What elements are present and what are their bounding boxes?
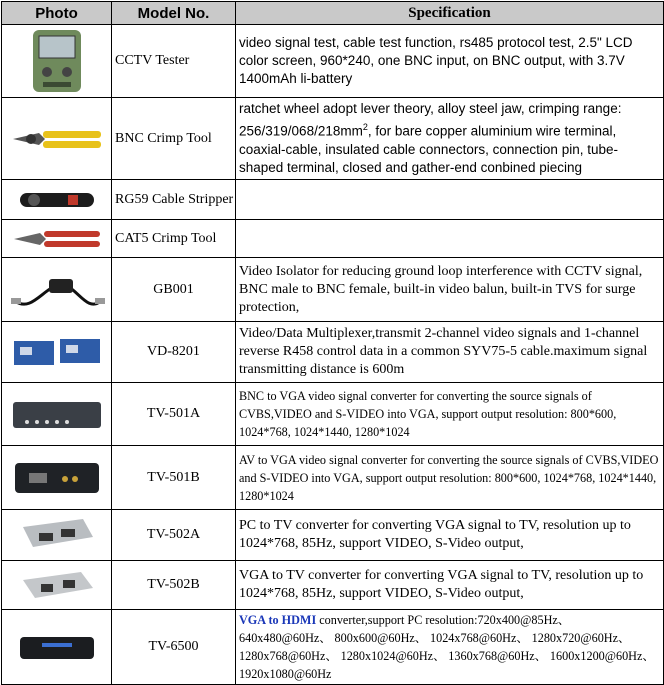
table-row xyxy=(2,561,664,610)
photo-cell xyxy=(2,383,112,446)
photo-cell xyxy=(2,446,112,510)
spec-cell: BNC to VGA video signal converter for converting the source signals of CVBS,VIDEO and S-VIDEO into VGA, support output resolution: 800*600, 1024*768, 1024*1440, 1280*1024 xyxy=(236,383,664,446)
model-cell: TV-6500 xyxy=(112,610,236,685)
highlighted-text: VGA to HDMI xyxy=(239,613,317,627)
photo-cell xyxy=(2,610,112,685)
table-row xyxy=(2,180,664,220)
spec-cell: Video Isolator for reducing ground loop interference with CCTV signal, BNC male to BNC female, built-in video balun, built-in TVS for surge protection, xyxy=(236,258,664,322)
model-cell: GB001 xyxy=(112,258,236,322)
model-cell: TV-502B xyxy=(112,561,236,610)
spec-cell: Video/Data Multiplexer,transmit 2-channel video signals and 1-channel reverse R458 control data in a common SYV75-5 cable.maximum signal transmitting distance is 600m xyxy=(236,322,664,383)
spec-cell: ratchet wheel adopt lever theory, alloy steel jaw, crimping range: $256/319/068/218mm^2$, for bare copper aluminium wire terminal, coaxial-cable, insulated cable connectors, connection pin, tube-shaped terminal, closed and gather-end conbined piecing xyxy=(236,98,664,180)
spec-cell: video signal test, cable test function, rs485 protocol test, 2.5" LCD color screen, 960*240, one BNC input, on BNC output, with 3.7V 1400mAh li-battery xyxy=(236,25,664,98)
table-row xyxy=(2,610,664,685)
model-cell: CAT5 Crimp Tool xyxy=(112,220,236,258)
model-cell: TV-501A xyxy=(112,383,236,446)
table-row xyxy=(2,98,664,180)
photo-cell xyxy=(2,258,112,322)
model-cell: RG59 Cable Stripper xyxy=(112,180,236,220)
spec-cell xyxy=(236,220,664,258)
video-isolator-photo xyxy=(9,265,105,315)
converter-tv501a-photo xyxy=(9,392,105,436)
photo-cell xyxy=(2,561,112,610)
model-cell: CCTV Tester xyxy=(112,25,236,98)
specification-header: Specification xyxy=(236,2,664,25)
table-row xyxy=(2,446,664,510)
model-cell: VD-8201 xyxy=(112,322,236,383)
cctv-tester-photo xyxy=(27,28,87,94)
model-cell: TV-502A xyxy=(112,510,236,561)
header-row xyxy=(2,2,664,25)
product-table xyxy=(1,1,664,685)
photo-cell xyxy=(2,510,112,561)
table-row xyxy=(2,383,664,446)
photo-cell xyxy=(2,220,112,258)
table-row xyxy=(2,25,664,98)
spec-cell xyxy=(236,180,664,220)
model-cell: BNC Crimp Tool xyxy=(112,98,236,180)
converter-tv502a-photo xyxy=(17,513,97,557)
photo-cell xyxy=(2,25,112,98)
superscript: 2 xyxy=(362,122,368,133)
photo-cell xyxy=(2,180,112,220)
photo-cell xyxy=(2,322,112,383)
table-row xyxy=(2,258,664,322)
spec-cell: PC to TV converter for converting VGA signal to TV, resolution up to 1024*768, 85Hz, support VIDEO, S-Video output, xyxy=(236,510,664,561)
bnc-crimp-tool-photo xyxy=(9,119,105,159)
spec-cell: VGA to HDMI converter,support PC resolution:720x400@85Hz、640x480@60Hz、 800x600@60Hz、 1024x768@60Hz、 1280x720@60Hz、 1280x768@60Hz、 1280x1024@60Hz、 1360x768@60Hz、 1600x1200@60Hz、 1920x1080@60Hz xyxy=(236,610,664,685)
model-header: Model No. xyxy=(112,2,236,25)
cat5-crimp-tool-photo xyxy=(10,225,104,253)
spec-cell: AV to VGA video signal converter for converting the source signals of CVBS,VIDEO and S-VIDEO into VGA, support output resolution: 800*600, 1024*768, 1024*1440, 1280*1024 xyxy=(236,446,664,510)
multiplexer-photo xyxy=(8,329,106,375)
photo-cell xyxy=(2,98,112,180)
table-row xyxy=(2,510,664,561)
spec-cell: VGA to TV converter for converting VGA signal to TV, resolution up to 1024*768, 85Hz, support VIDEO, S-Video output, xyxy=(236,561,664,610)
table-row xyxy=(2,322,664,383)
cable-stripper-photo xyxy=(16,185,98,215)
model-cell: TV-501B xyxy=(112,446,236,510)
vga-hdmi-converter-photo xyxy=(12,627,102,667)
table-row xyxy=(2,220,664,258)
photo-header: Photo xyxy=(2,2,112,25)
converter-tv501b-photo xyxy=(9,455,105,501)
converter-tv502b-photo xyxy=(17,564,97,606)
